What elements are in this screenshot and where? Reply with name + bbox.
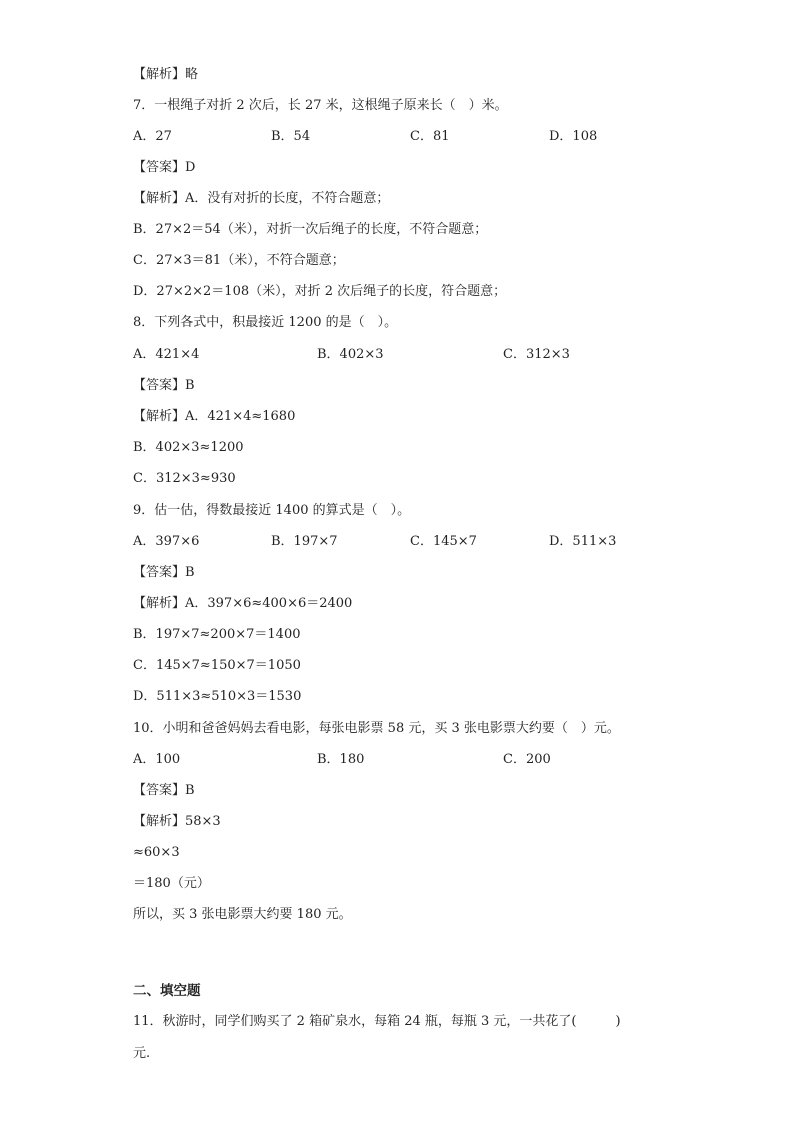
question-8-option-b: B．402×3	[317, 347, 384, 362]
question-9-analysis-line: B．197×7≈200×7＝1400	[133, 627, 301, 642]
question-7-option-d: D．108	[549, 129, 598, 144]
question-9-analysis-line: 【解析】A．397×6≈400×6＝2400	[133, 596, 353, 611]
question-11-stem-continuation: 元.	[133, 1046, 151, 1061]
question-10-option-a: A．100	[133, 752, 181, 767]
question-10-option-b: B．180	[317, 752, 365, 767]
question-7-analysis-line: D．27×2×2＝108（米），对折 2 次后绳子的长度，符合题意；	[133, 284, 507, 299]
question-8-stem: 8．下列各式中，积最接近 1200 的是（ ）。	[133, 315, 398, 330]
question-10-analysis-line: ＝180（元）	[133, 876, 210, 891]
question-10-stem: 10．小明和爸爸妈妈去看电影，每张电影票 58 元，买 3 张电影票大约要（ ）元。	[133, 721, 620, 736]
question-8-option-a: A．421×4	[133, 347, 200, 362]
question-7-analysis-line: B．27×2＝54（米），对折一次后绳子的长度，不符合题意；	[133, 222, 488, 237]
question-10-analysis-line: ≈60×3	[133, 845, 180, 860]
question-8-analysis-line: C．312×3≈930	[133, 471, 236, 486]
question-10-analysis-line: 【解析】58×3	[133, 814, 221, 829]
question-7-stem: 7．一根绳子对折 2 次后，长 27 米，这根绳子原来长（ ）米。	[133, 98, 508, 113]
question-8-analysis-line: 【解析】A．421×4≈1680	[133, 409, 296, 424]
question-11-stem: 11．秋游时，同学们购买了 2 箱矿泉水，每箱 24 瓶，每瓶 3 元，一共花了( )	[133, 1014, 621, 1029]
question-9-option-d: D．511×3	[549, 534, 617, 549]
question-10-analysis-line: 所以，买 3 张电影票大约要 180 元。	[133, 907, 352, 922]
question-10-answer: 【答案】B	[133, 783, 195, 798]
question-7-option-a: A．27	[133, 129, 172, 144]
question-7-analysis-line: 【解析】A．没有对折的长度，不符合题意；	[133, 191, 390, 206]
question-9-answer: 【答案】B	[133, 565, 195, 580]
question-8-option-c: C．312×3	[503, 347, 570, 362]
question-10-option-c: C．200	[503, 752, 551, 767]
question-9-analysis-line: D．511×3≈510×3＝1530	[133, 689, 302, 704]
analysis-text: 【解析】略	[133, 67, 199, 82]
question-7-option-c: C．81	[410, 129, 450, 144]
question-7-analysis-line: C．27×3＝81（米），不符合题意；	[133, 253, 345, 268]
section-title: 二、填空题	[133, 983, 201, 999]
question-7-option-b: B．54	[271, 129, 311, 144]
question-8-analysis-line: B．402×3≈1200	[133, 440, 244, 455]
question-9-analysis-line: C．145×7≈150×7＝1050	[133, 658, 301, 673]
question-7-answer: 【答案】D	[133, 160, 196, 175]
question-9-option-b: B．197×7	[271, 534, 338, 549]
question-8-answer: 【答案】B	[133, 378, 195, 393]
question-9-option-a: A．397×6	[133, 534, 200, 549]
question-9-option-c: C．145×7	[410, 534, 477, 549]
question-9-stem: 9．估一估，得数最接近 1400 的算式是（ ）。	[133, 503, 411, 518]
